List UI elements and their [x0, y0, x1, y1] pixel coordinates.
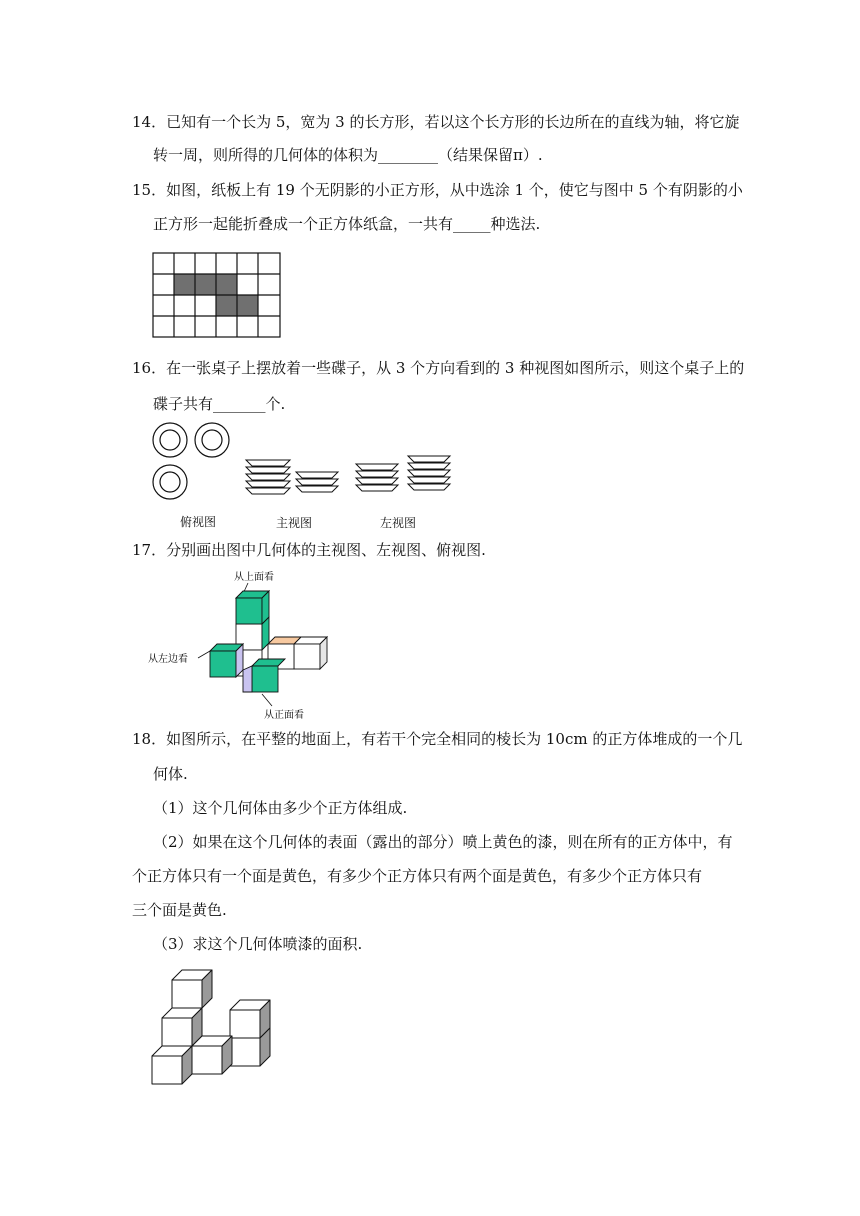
q18-sub-1: （1）这个几何体由多少个正方体组成.	[153, 799, 408, 817]
left-view-caption: 左视图	[380, 516, 417, 530]
q14-line-1: 14．已知有一个长为 5，宽为 3 的长方形，若以这个长方形的长边所在的直线为轴，将它旋	[132, 113, 740, 131]
q14-line-2: 转一周，则所得的几何体的体积为________（结果保留π）.	[153, 146, 543, 164]
q17-line-1: 17．分别画出图中几何体的主视图、左视图、俯视图.	[132, 541, 486, 559]
q16-line-2: 碟子共有_______个.	[153, 395, 286, 413]
front-view-caption: 主视图	[276, 516, 313, 530]
cube-stack	[210, 591, 327, 692]
q15-grid-figure	[152, 252, 284, 340]
from-front-label: 从正面看	[264, 710, 304, 721]
front-view	[246, 460, 338, 494]
from-top-label: 从上面看	[234, 572, 274, 583]
grid-lines	[153, 253, 280, 337]
q17-solid-figure	[140, 566, 340, 722]
q18-sub-3: （3）求这个几何体喷漆的面积.	[153, 935, 363, 953]
top-view-caption: 俯视图	[180, 515, 217, 529]
from-left-label: 从左边看	[148, 654, 188, 665]
q15-line-2: 正方形一起能折叠成一个正方体纸盒，一共有_____种选法.	[153, 215, 541, 233]
q18-line-1: 18．如图所示，在平整的地面上，有若干个完全相同的棱长为 10cm 的正方体堆成的一个几	[132, 730, 743, 748]
q18-line-2: 何体.	[153, 765, 188, 783]
q16-views-figure	[148, 420, 458, 502]
q18-sub-2c: 三个面是黄色.	[132, 901, 227, 919]
q18-sub-2a: （2）如果在这个几何体的表面（露出的部分）喷上黄色的漆，则在所有的正方体中，有	[153, 833, 733, 851]
q18-sub-2b: 个正方体只有一个面是黄色，有多少个正方体只有两个面是黄色，有多少个正方体只有	[132, 867, 703, 885]
q18-cube-stack-figure	[148, 968, 278, 1090]
q15-line-1: 15．如图，纸板上有 19 个无阴影的小正方形，从中选涂 1 个，使它与图中 5 个有阴影的小	[132, 181, 743, 199]
q16-line-1: 16．在一张桌子上摆放着一些碟子，从 3 个方向看到的 3 种视图如图所示，则这个桌子上的	[132, 359, 745, 377]
top-view	[153, 423, 229, 499]
left-view	[356, 456, 450, 491]
